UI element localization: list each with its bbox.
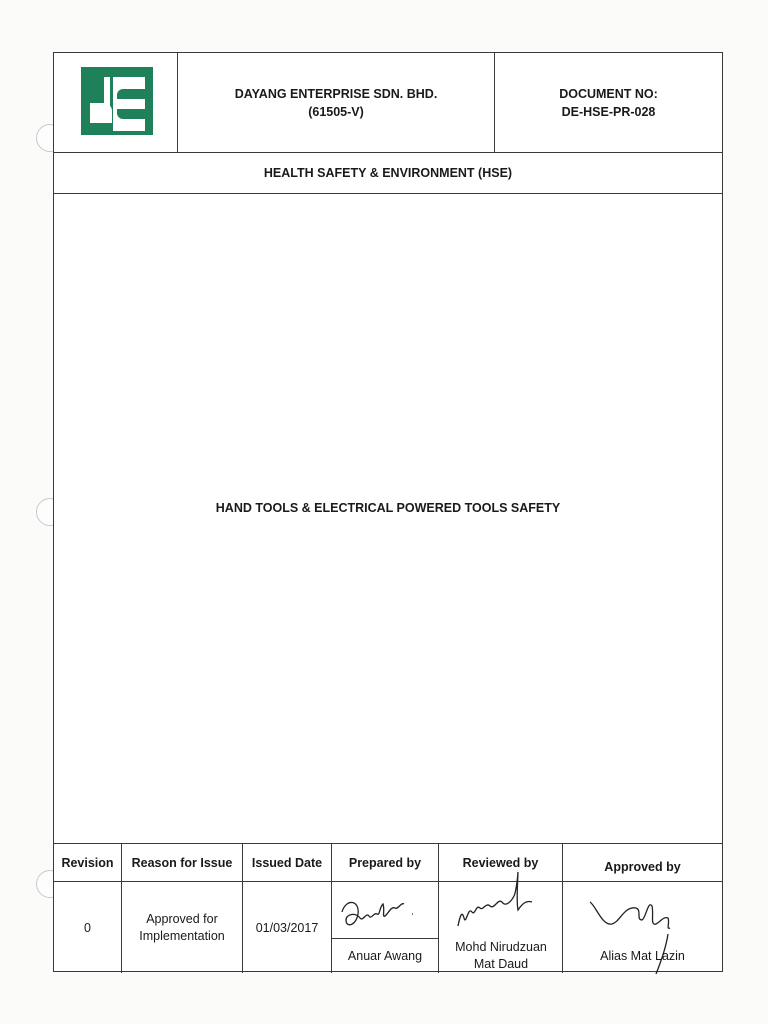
document-number-label: DOCUMENT NO:	[559, 86, 658, 101]
company-registration: (61505-V)	[308, 104, 364, 119]
company-cell	[178, 53, 495, 152]
header-reviewed-by: Reviewed by	[462, 856, 539, 870]
cell-issued-date: 01/03/2017	[255, 921, 319, 935]
cell-reviewed-by: Mohd Nirudzuan Mat Daud	[455, 940, 547, 971]
signature-icon	[338, 890, 434, 930]
document-header	[54, 53, 722, 153]
header-reason: Reason for Issue	[131, 856, 233, 870]
document-number-cell	[495, 53, 722, 152]
revision-table	[54, 843, 722, 973]
company-name: DAYANG ENTERPRISE SDN. BHD.	[234, 86, 438, 101]
document-title: HAND TOOLS & ELECTRICAL POWERED TOOLS SAFETY	[215, 501, 561, 515]
signature-icon	[452, 872, 556, 932]
cell-reason: Approved for Implementation	[139, 912, 225, 943]
logo-cell	[54, 53, 178, 152]
header-revision: Revision	[61, 856, 114, 870]
cell-approved-by: Alias Mat Lazin	[600, 949, 685, 963]
document-frame	[53, 52, 723, 972]
header-prepared-by: Prepared by	[348, 856, 422, 870]
header-approved-by: Approved by	[604, 860, 681, 874]
company-logo-icon	[81, 67, 153, 135]
document-number-value: DE-HSE-PR-028	[561, 104, 656, 119]
cell-prepared-by: Anuar Awang	[347, 949, 423, 963]
section-heading	[54, 153, 722, 194]
header-issued-date: Issued Date	[251, 856, 323, 870]
cell-revision: 0	[84, 921, 91, 935]
section-title: HEALTH SAFETY & ENVIRONMENT (HSE)	[263, 166, 513, 180]
